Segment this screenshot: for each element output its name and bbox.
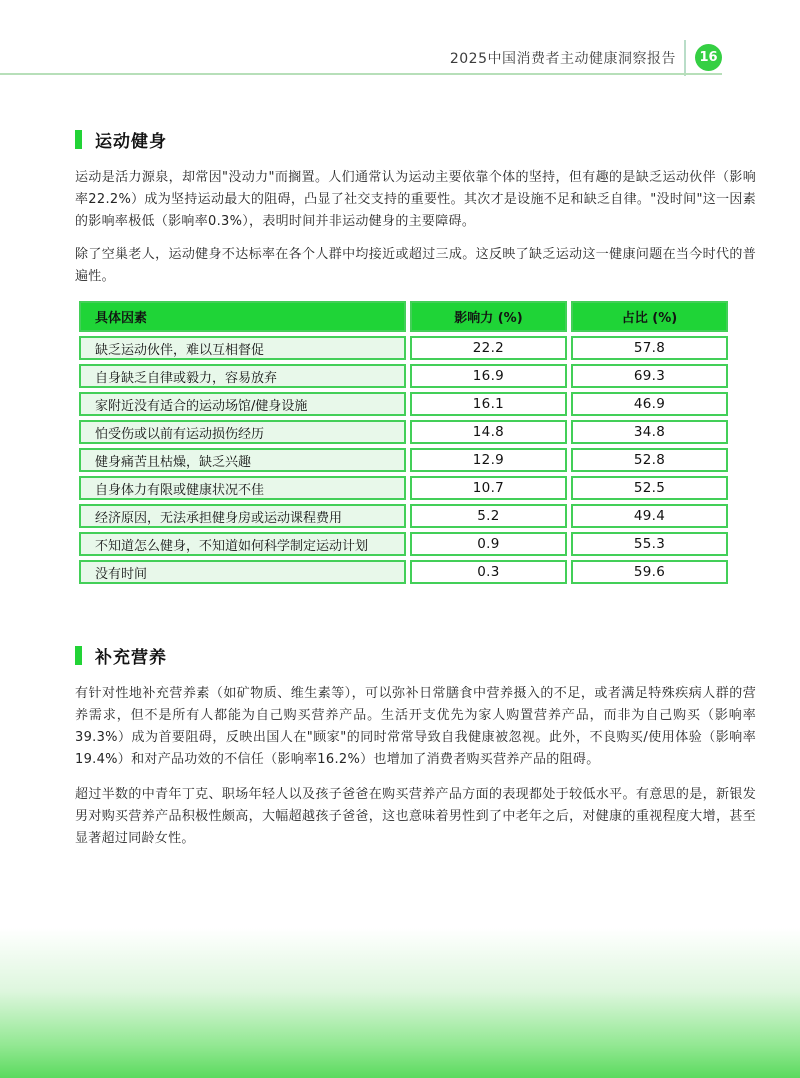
share-cell: 52.5 xyxy=(571,476,728,500)
influence-cell: 14.8 xyxy=(410,420,567,444)
column-header-influence: 影响力 (%) xyxy=(410,301,567,332)
share-cell: 34.8 xyxy=(571,420,728,444)
influence-cell: 16.9 xyxy=(410,364,567,388)
paragraph: 除了空巢老人，运动健身不达标率在各个人群中均接近或超过三成。这反映了缺乏运动这一健康问题在当今时代的普遍性。 xyxy=(75,247,756,284)
green-accent-bar-icon xyxy=(75,130,82,149)
section-heading-nutrition xyxy=(75,645,756,668)
factor-cell: 不知道怎么健身，不知道如何科学制定运动计划 xyxy=(79,532,406,556)
column-header-factor: 具体因素 xyxy=(79,301,406,332)
table-row xyxy=(79,476,728,500)
share-cell: 52.8 xyxy=(571,448,728,472)
share-cell: 55.3 xyxy=(571,532,728,556)
paragraph: 超过半数的中青年丁克、职场年轻人以及孩子爸爸在购买营养产品方面的表现都处于较低水平。有意思的是，新银发男对购买营养产品积极性颇高，大幅超越孩子爸爸，这也意味着男性到了中老年之后，对健康的重视程度大增，甚至显著超过同龄女性。 xyxy=(75,787,756,846)
table-row xyxy=(79,392,728,416)
factor-cell: 没有时间 xyxy=(79,560,406,584)
influence-cell: 10.7 xyxy=(410,476,567,500)
column-header-share: 占比 (%) xyxy=(571,301,728,332)
table-row xyxy=(79,532,728,556)
table-row xyxy=(79,504,728,528)
factor-cell: 缺乏运动伙伴，难以互相督促 xyxy=(79,336,406,360)
factor-cell: 健身痛苦且枯燥，缺乏兴趣 xyxy=(79,448,406,472)
table-row xyxy=(79,336,728,360)
factor-table-header xyxy=(79,301,728,332)
header-vertical-divider xyxy=(684,40,686,76)
factor-cell: 家附近没有适合的运动场馆/健身设施 xyxy=(79,392,406,416)
table-header-row xyxy=(79,301,728,332)
table-row xyxy=(79,448,728,472)
share-cell: 69.3 xyxy=(571,364,728,388)
share-cell: 57.8 xyxy=(571,336,728,360)
factor-cell: 自身体力有限或健康状况不佳 xyxy=(79,476,406,500)
factor-cell: 经济原因，无法承担健身房或运动课程费用 xyxy=(79,504,406,528)
header-rule xyxy=(0,73,722,75)
report-title: 2025中国消费者主动健康洞察报告 xyxy=(449,51,676,67)
section-title-text: 补充营养 xyxy=(95,647,167,668)
table-row xyxy=(79,364,728,388)
influence-cell: 0.3 xyxy=(410,560,567,584)
green-accent-bar-icon xyxy=(75,646,82,665)
paragraph: 有针对性地补充营养素（如矿物质、维生素等），可以弥补日常膳食中营养摄入的不足，或者满足特殊疾病人群的营养需求，但不是所有人都能为自己购买营养产品。生活开支优先为家人购置营养产品，而非为自己购买（影响率39.3%）成为首要阻碍，反映出国人在"顾家"的同时常常导致自我健康被忽视。此外，不良购买/使用体验（影响率19.4%）和对产品功效的不信任（影响率16.2%）也增加了消费者购买营养产品的阻碍。 xyxy=(75,686,756,767)
share-cell: 59.6 xyxy=(571,560,728,584)
influence-cell: 5.2 xyxy=(410,504,567,528)
influence-cell: 16.1 xyxy=(410,392,567,416)
share-cell: 46.9 xyxy=(571,392,728,416)
factor-cell: 怕受伤或以前有运动损伤经历 xyxy=(79,420,406,444)
factor-cell: 自身缺乏自律或毅力，容易放弃 xyxy=(79,364,406,388)
factor-table xyxy=(75,297,732,588)
share-cell: 49.4 xyxy=(571,504,728,528)
table-row xyxy=(79,560,728,584)
table-row xyxy=(79,420,728,444)
paragraph: 运动是活力源泉，却常因"没动力"而搁置。人们通常认为运动主要依靠个体的坚持，但有趣的是缺乏运动伙伴（影响率22.2%）成为坚持运动最大的阻碍，凸显了社交支持的重要性。其次才是设施不足和缺乏自律。"没时间"这一因素的影响率极低（影响率0.3%），表明时间并非运动健身的主要障碍。 xyxy=(75,170,756,229)
influence-cell: 22.2 xyxy=(410,336,567,360)
page-content xyxy=(75,129,756,850)
page-number-badge: 16 xyxy=(695,44,722,71)
section-title-text: 运动健身 xyxy=(95,131,167,152)
influence-cell: 0.9 xyxy=(410,532,567,556)
footer-gradient xyxy=(0,928,800,1078)
influence-cell: 12.9 xyxy=(410,448,567,472)
section-heading-exercise xyxy=(75,129,756,152)
factor-table-body xyxy=(79,336,728,584)
